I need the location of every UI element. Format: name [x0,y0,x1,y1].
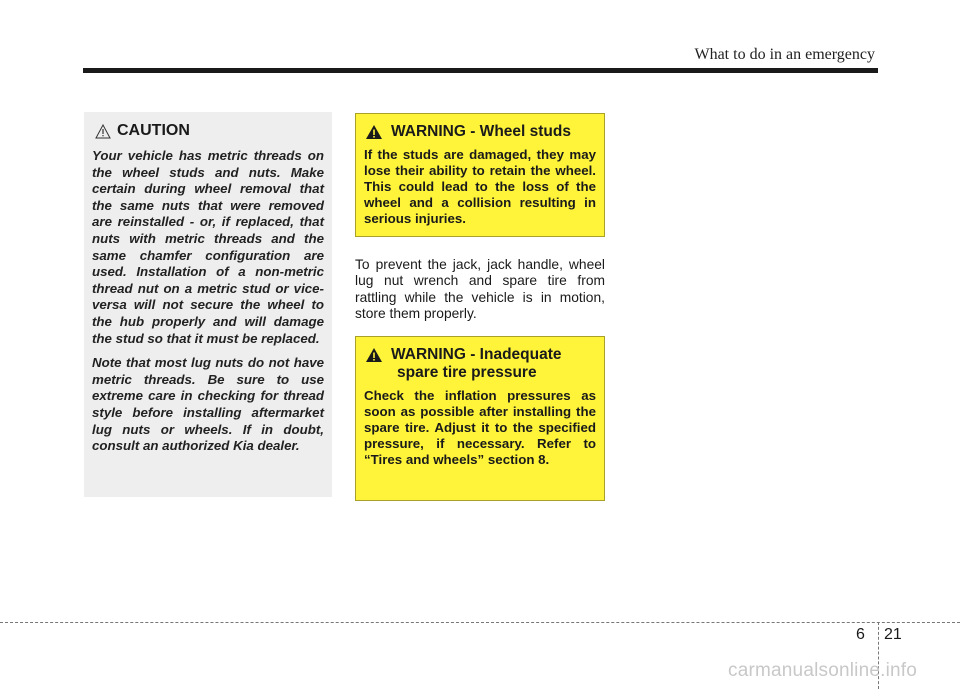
warning-spare-pressure-label [391,346,562,364]
header-rule [83,68,878,73]
chapter-number: 6 [856,626,865,643]
section-title: What to do in an emergency [694,46,875,63]
warning-triangle-icon [365,347,383,363]
caution-paragraph-1: Your vehicle has metric threads on the wheel studs and nuts. Make certain during wheel removal that the same nuts that were removed are reinstalled - or, if replaced, that nuts with metric threads and the same chamfer configuration are used. Installation of a non-metric thread nut on a metric stud or vice-versa will not secure the wheel to the hub properly and will damage the stud so that it must be replaced. [92,148,324,346]
warning-triangle-icon [365,124,383,140]
watermark: carmanualsonline.info [728,660,918,681]
warning-spare-pressure-subheading [364,364,596,382]
footer-rule [0,622,960,623]
caution-box [84,112,332,497]
warning-wheel-studs-box [355,113,605,237]
warning-spare-pressure-box [355,336,605,501]
warning-spare-pressure-label-line1: WARNING - Inadequate [391,346,562,363]
warning-spare-pressure-body: Check the inflation pressures as soon as possible after installing the spare tire. Adjust it to the specified pressure, if necessary. Refer to “Tires and wheels” section 8. [364,388,596,467]
warning-wheel-studs-body: If the studs are damaged, they may lose their ability to retain the wheel. This could lead to the loss of the wheel and a collision resulting in serious injuries. [364,147,596,226]
caution-paragraph-2: Note that most lug nuts do not have metric threads. Be sure to use extreme care in checking for thread style before installing aftermarket lug nuts or wheels. If in doubt, consult an authorized Kia dealer. [92,355,324,454]
caution-label: CAUTION [117,122,190,139]
storage-instructions: To prevent the jack, jack handle, wheel lug nut wrench and spare tire from rattling while the vehicle is in motion, store them properly. [355,257,605,322]
warning-spare-pressure-label-line2: spare tire pressure [397,364,537,381]
caution-heading [92,122,324,140]
page-number: 21 [884,626,902,643]
caution-triangle-icon [95,124,111,139]
warning-spare-pressure-heading [364,346,596,364]
warning-wheel-studs-label: WARNING - Wheel studs [391,123,571,140]
warning-wheel-studs-heading [364,123,596,141]
